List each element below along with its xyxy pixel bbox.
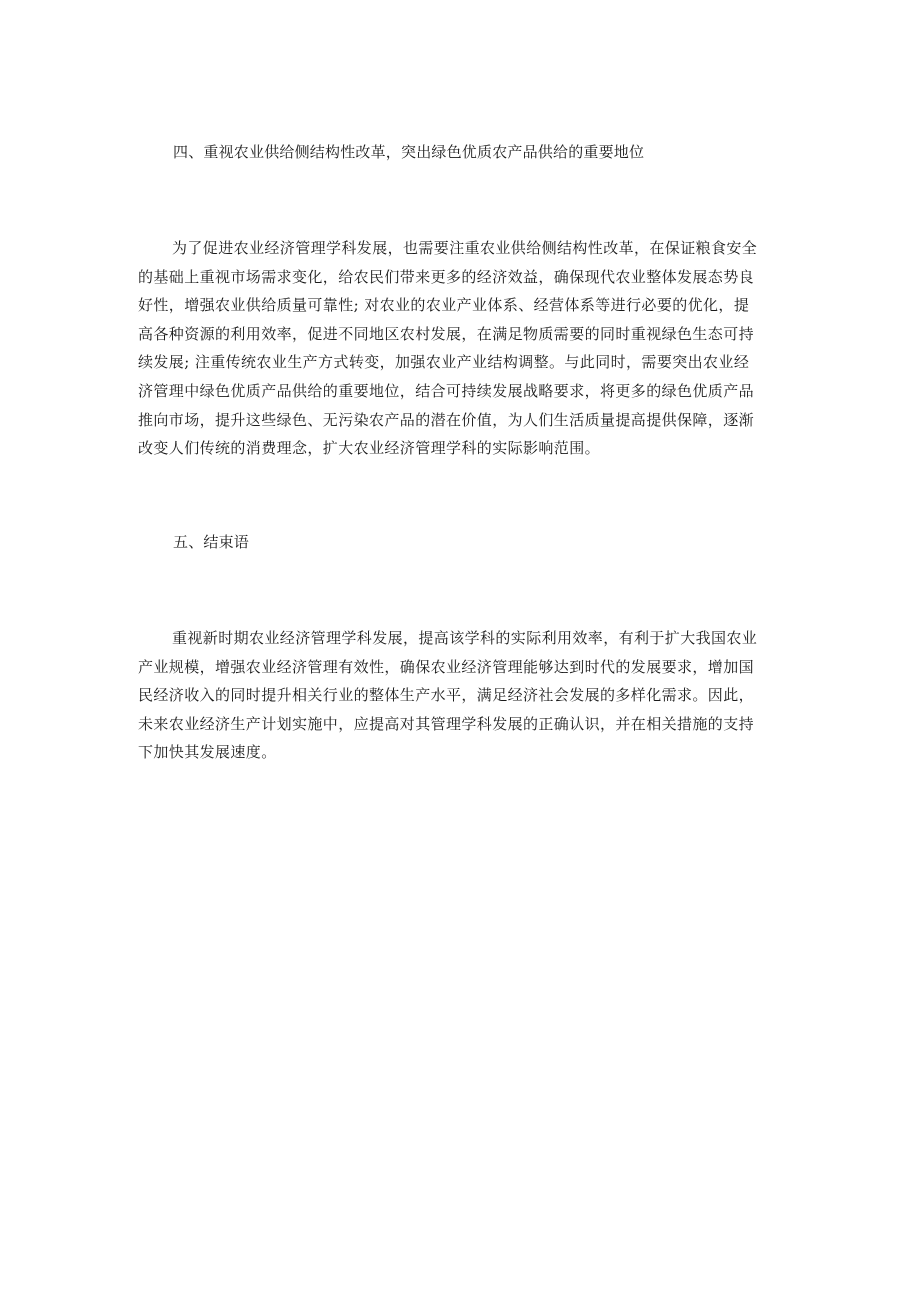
section-heading-4: 四、重视农业供给侧结构性改革，突出绿色优质农产品供给的重要地位 (173, 143, 645, 161)
paragraph-line: 民经济收入的同时提升相关行业的整体生产水平，满足经济社会发展的多样化需求。因此， (138, 686, 755, 705)
section-4-paragraph (138, 234, 784, 463)
paragraph-line: 为了促进农业经济管理学科发展，也需要注重农业供给侧结构性改革，在保证粮食安全 (172, 239, 758, 257)
paragraph-line: 好性，增强农业供给质量可靠性; 对农业的农业产业体系、经营体系等进行必要的优化，提 (138, 296, 750, 315)
paragraph-line: 的基础上重视市场需求变化，给农民们带来更多的经济效益，确保现代农业整体发展态势良 (138, 267, 755, 286)
paragraph-line: 高各种资源的利用效率，促进不同地区农村发展，在满足物质需要的同时重视绿色生态可持 (138, 324, 755, 343)
paragraph-line: 未来农业经济生产计划实施中，应提高对其管理学科发展的正确认识，并在相关措施的支持 (138, 714, 755, 733)
paragraph-line: 改变人们传统的消费理念，扩大农业经济管理学科的实际影响范围。 (138, 439, 601, 458)
section-heading-5: 五、结束语 (173, 533, 250, 551)
paragraph-line: 重视新时期农业经济管理学科发展，提高该学科的实际利用效率，有利于扩大我国农业 (172, 629, 758, 647)
paragraph-line: 下加快其发展速度。 (138, 743, 277, 762)
section-5-paragraph (138, 624, 784, 767)
paragraph-line: 续发展; 注重传统农业生产方式转变，加强农业产业结构调整。与此同时，需要突出农业经 (138, 353, 750, 372)
paragraph-line: 济管理中绿色优质产品供给的重要地位，结合可持续发展战略要求，将更多的绿色优质产品 (138, 381, 755, 400)
paragraph-line: 推向市场，提升这些绿色、无污染农产品的潜在价值，为人们生活质量提高提供保障，逐渐 (138, 410, 755, 429)
paragraph-line: 产业规模，增强农业经济管理有效性，确保农业经济管理能够达到时代的发展要求，增加国 (138, 657, 755, 676)
